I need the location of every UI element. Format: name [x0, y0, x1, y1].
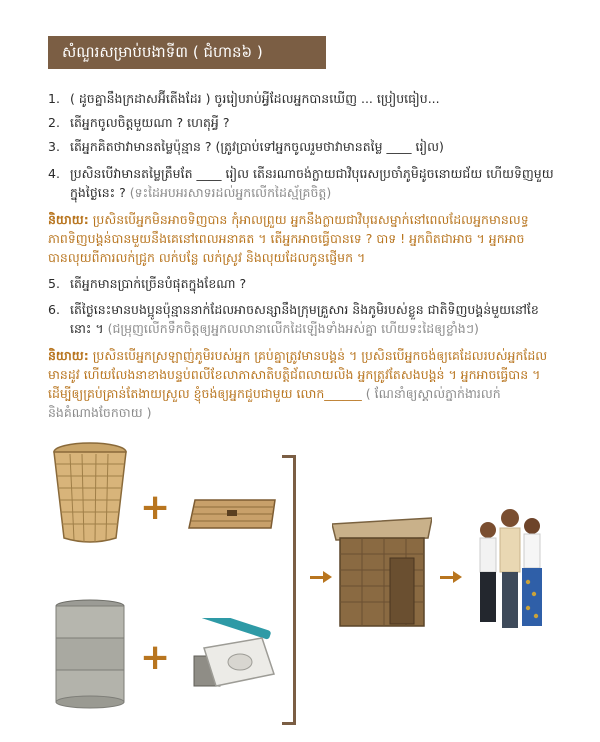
question-text: តើអ្នកចូលចិត្តមួយណា ? ហេតុអ្វី ?	[70, 115, 230, 130]
note-text: ប្រសិនបើអ្នកស្រឡាញ់ភូមិរបស់អ្នក គ្រប់គ្នាត្រូវមានបង្គន់ ។ ប្រសិនបើអ្នកចង់ឲ្យគេដែលរបស់អ្នកដែលមានដូវ ហើយលែងនាខាងបន្ទប់ពលីខែលាភាសាតិបត្តិជ័ពលាយលិង អ្នកត្រូវតែសងបង្គន់ ។ អ្នកអាចធ្វើបាន ។ ដើម្បីឲ្យគ្រប់គ្រាន់តែងាយស្រួល ខ្ញុំចង់ឲ្យអ្នកជួបជាមួយ លោក______	[48, 348, 548, 401]
question-text: តើអ្នកមានប្រាក់ច្រើនបំផុតក្នុងខែណា ?	[70, 276, 247, 291]
toilet-shelter-image	[332, 510, 432, 630]
question-number: 1.	[48, 91, 60, 106]
question-text: តើអ្នកគិតថាវាមានតម្លៃប៉ុន្មាន ? (ត្រូវប្រាប់ទៅអ្នកចូលរួមថាវាមានតម្លៃ ____ រៀល)	[70, 139, 444, 154]
note-label: និយាយ:	[48, 348, 89, 363]
question-number: 3.	[48, 139, 60, 154]
arrow-right-icon	[310, 576, 324, 579]
question-text: តើថ្ងៃនេះមានបងប្អូនប៉ុន្មាននាក់ដែលអាចសន្សានឹងក្រុមគ្រួសារ និងភូមិរបស់ខ្លួន ជាតិទិញបង្គន់មួយនៅខែនោះ ។	[70, 302, 539, 336]
question-number: 2.	[48, 115, 60, 130]
note-text: ប្រសិនបើអ្នកមិនអាចទិញបាន កុំអាលព្រួយ អ្នកនឹងក្លាយជាវិបុរេសម្នាក់នៅពេលដែលអ្នកមានលទ្ធភាពទិញបង្គន់បានមួយនឹងគេនៅពេលអនាគត ។ តើអ្នកអាចធ្វើបានទេ ? បាទ ! អ្នកពិតជាអាច ។ អ្នកអាចបានលុយពីការលក់ជ្រូក លក់បន្លែ លក់ស្រូវ និងលុយដែលកូនផ្ញើមក ។	[48, 212, 529, 265]
grouping-bracket	[282, 455, 296, 725]
question-6	[48, 300, 558, 338]
question-3	[48, 137, 558, 156]
section-title-banner: សំណួរសម្រាប់បងាទី៣ ( ជំហាន៦ )	[48, 36, 326, 69]
question-number: 4.	[48, 166, 60, 181]
note-2	[48, 346, 560, 422]
question-text: ( ដូចគ្នានឹងក្រដាសអ៊ីតើងដែរ ) ចូររៀបរាប់អ្វីដែលអ្នកបានឃើញ ... ប្រៀបធៀប...	[70, 91, 440, 106]
note-label: និយាយ:	[48, 212, 89, 227]
plus-icon: +	[140, 487, 171, 528]
concrete-rings-image	[52, 598, 128, 710]
question-hint: (ជម្រុញលើកទឹកចិត្តឲ្យអ្នកលលានាលើកដៃឡើងទាំងអស់គ្នា ហើយទះដៃឲ្យខ្លាំងៗ)	[107, 321, 479, 336]
toilet-pan-image	[190, 618, 280, 696]
note-1	[48, 210, 560, 267]
plus-icon: +	[140, 637, 171, 678]
question-5	[48, 274, 558, 293]
family-image	[470, 498, 552, 638]
note-hint: ( ណែនាំឲ្យស្គាល់ភ្នាក់ងារលក់ និងគំណាងចែកចាយ )	[48, 386, 501, 420]
question-hint: (ទះដៃអបអរសាទរដល់អ្នកលើកដៃស្ម័គ្រចិត្ត)	[129, 185, 332, 200]
question-text: ប្រសិនបើវាមានតម្លៃត្រឹមតែ ____ រៀល តើនរណាចង់ក្លាយជាវិបុរេសប្រចាំភូមិដូចនោយជ័យ ហើយទិញមួយក្នុងថ្ងៃនេះ ?	[70, 166, 554, 200]
question-1	[48, 89, 558, 108]
question-4	[48, 164, 558, 202]
question-2	[48, 113, 558, 132]
bamboo-basket-image	[50, 440, 130, 545]
arrow-right-icon	[440, 576, 454, 579]
wooden-slab-image	[185, 488, 280, 536]
question-number: 6.	[48, 302, 60, 317]
question-number: 5.	[48, 276, 60, 291]
